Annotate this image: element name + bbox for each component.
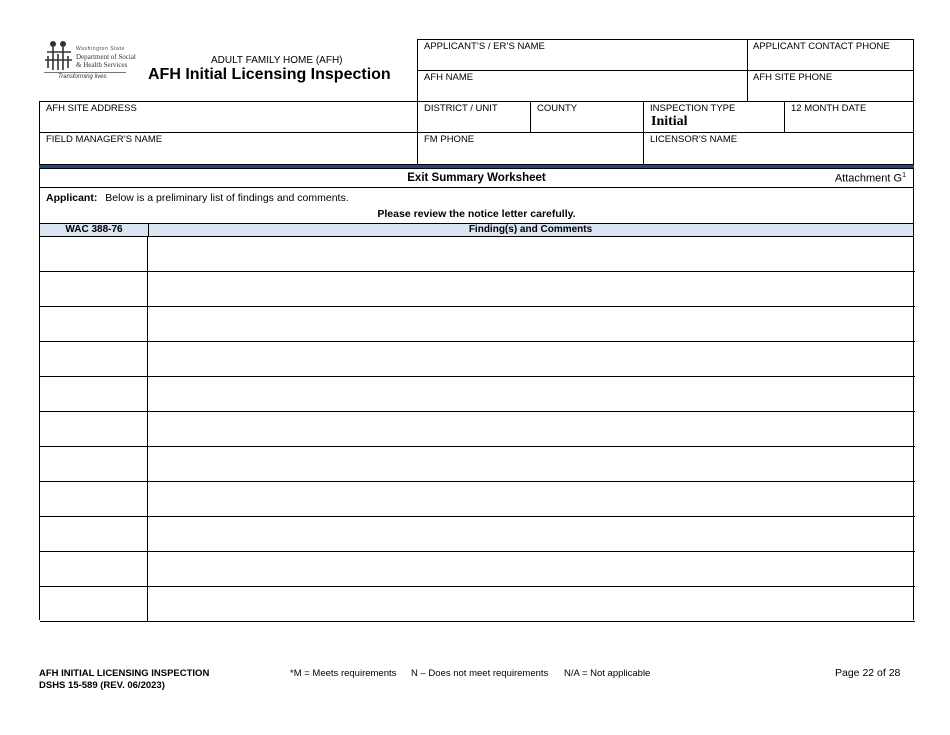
logo-rule (44, 72, 126, 73)
findings-column-header-label: Finding(s) and Comments (468, 224, 593, 235)
footer-form-title: AFH INITIAL LICENSING INSPECTION (39, 668, 210, 679)
logo-dept-line2: & Health Services (76, 61, 128, 69)
wac-column-header: WAC 388-76 (40, 224, 149, 236)
table-row (40, 447, 915, 482)
twelve-month-date-field[interactable] (784, 101, 914, 133)
findings-cell[interactable] (148, 307, 915, 341)
program-name: ADULT FAMILY HOME (AFH) (211, 55, 343, 66)
findings-cell[interactable] (148, 517, 915, 551)
table-row (40, 307, 915, 342)
site-address-field[interactable] (39, 101, 418, 133)
applicant-phone-label: APPLICANT CONTACT PHONE (753, 41, 890, 52)
applicant-name-label: APPLICANT’S / ER’S NAME (424, 41, 545, 52)
applicant-note (46, 192, 349, 204)
findings-cell[interactable] (148, 482, 915, 516)
wac-cell[interactable] (40, 482, 148, 516)
fm-phone-field[interactable] (417, 132, 644, 165)
applicant-note-label: Applicant: (46, 192, 98, 204)
findings-column-header (39, 223, 914, 237)
logo-state: Washington State (76, 46, 125, 52)
licensor-name-label: LICENSOR’S NAME (650, 134, 738, 145)
applicant-phone-field[interactable] (747, 39, 914, 71)
table-row (40, 342, 915, 377)
worksheet-title: Exit Summary Worksheet (407, 172, 546, 184)
legend-meets: *M = Meets requirements (290, 668, 397, 679)
findings-cell[interactable] (148, 237, 915, 271)
dshs-logo-icon (44, 40, 74, 72)
wac-cell[interactable] (40, 272, 148, 306)
applicant-note-box (39, 187, 914, 224)
table-row (40, 482, 915, 517)
table-row (40, 412, 915, 447)
findings-cell[interactable] (148, 377, 915, 411)
dshs-logo (44, 40, 136, 84)
site-address-label: AFH SITE ADDRESS (46, 103, 137, 114)
legend-not-applicable: N/A = Not applicable (564, 668, 651, 679)
wac-cell[interactable] (40, 587, 148, 621)
legend-not-meet: N – Does not meet requirements (411, 668, 549, 679)
twelve-month-date-label: 12 MONTH DATE (791, 103, 867, 114)
attachment-footnote: 1 (902, 172, 906, 179)
wac-cell[interactable] (40, 552, 148, 586)
findings-cell[interactable] (148, 447, 915, 481)
findings-table (39, 236, 914, 620)
findings-cell[interactable] (148, 587, 915, 621)
table-row (40, 587, 915, 622)
wac-cell[interactable] (40, 307, 148, 341)
applicant-note-text: Below is a preliminary list of findings and comments. (105, 192, 349, 204)
field-manager-label: FIELD MANAGER’S NAME (46, 134, 163, 145)
attachment-label: Attachment $G^1$ (834, 172, 906, 185)
table-row (40, 377, 915, 412)
review-note: Please review the notice letter carefully. (377, 208, 576, 220)
licensor-name-field[interactable] (643, 132, 914, 165)
page-title: AFH Initial Licensing Inspection (148, 66, 391, 83)
table-row (40, 237, 915, 272)
inspection-type-field[interactable] (643, 101, 785, 133)
county-label: COUNTY (537, 103, 578, 114)
afh-site-phone-label: AFH SITE PHONE (753, 72, 833, 83)
table-row (40, 552, 915, 587)
county-field[interactable] (530, 101, 644, 133)
afh-name-field[interactable] (417, 70, 748, 102)
logo-tagline: Transforming lives (58, 74, 107, 80)
findings-cell[interactable] (148, 412, 915, 446)
table-row (40, 517, 915, 552)
findings-cell[interactable] (148, 272, 915, 306)
logo-dept-line1: Department of Social (76, 53, 136, 61)
district-unit-field[interactable] (417, 101, 531, 133)
district-unit-label: DISTRICT / UNIT (424, 103, 498, 114)
findings-cell[interactable] (148, 552, 915, 586)
afh-name-label: AFH NAME (424, 72, 474, 83)
page-number: Page 22 of 28 (835, 667, 901, 679)
field-manager-field[interactable] (39, 132, 418, 165)
findings-cell[interactable] (148, 342, 915, 376)
wac-cell[interactable] (40, 412, 148, 446)
footer-form-number: DSHS 15-589 (REV. 06/2023) (39, 680, 165, 691)
worksheet-title-bar (39, 168, 914, 188)
afh-site-phone-field[interactable] (747, 70, 914, 102)
fm-phone-label: FM PHONE (424, 134, 475, 145)
inspection-type-value: Initial (651, 114, 688, 129)
inspection-type-label: INSPECTION TYPE (650, 103, 736, 114)
applicant-name-field[interactable] (417, 39, 748, 71)
wac-cell[interactable] (40, 237, 148, 271)
wac-cell[interactable] (40, 447, 148, 481)
wac-cell[interactable] (40, 377, 148, 411)
table-row (40, 272, 915, 307)
wac-cell[interactable] (40, 342, 148, 376)
wac-cell[interactable] (40, 517, 148, 551)
